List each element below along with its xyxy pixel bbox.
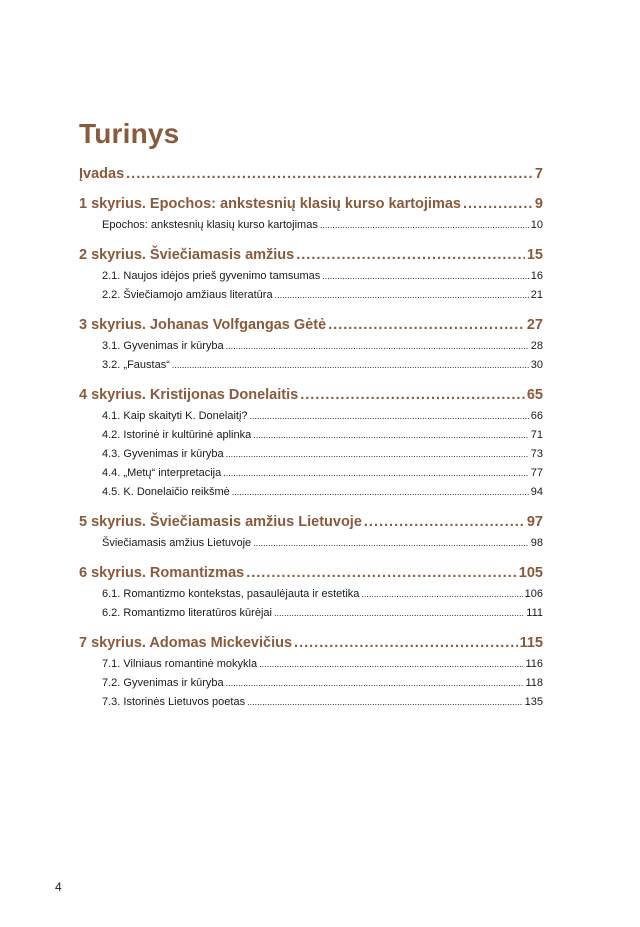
toc-section-label: 4.2. Istorinė ir kultūrinė aplinka [102, 429, 252, 441]
toc-chapter-entry[interactable] [79, 385, 543, 405]
toc-chapter-label: 3 skyrius. Johanas Volfgangas Gėtė [79, 317, 327, 333]
toc-leader-dots [172, 356, 529, 375]
toc-section-page: 30 [530, 359, 543, 371]
toc-section-label: 7.2. Gyvenimas ir kūryba [102, 677, 224, 689]
toc-leader-dots [361, 585, 522, 604]
toc-section-label: 3.1. Gyvenimas ir kūryba [102, 340, 224, 352]
toc-section-label: 6.1. Romantizmo kontekstas, pasaulėjauta ir estetika [102, 588, 360, 600]
toc-chapter-page: 115 [519, 635, 543, 651]
toc-leader-dots [320, 216, 529, 235]
toc-section-entry[interactable] [79, 445, 543, 464]
toc-leader-dots [463, 194, 533, 214]
toc-chapter-page: 27 [526, 317, 543, 333]
toc-section-page: 28 [530, 340, 543, 352]
toc-chapter-entry[interactable] [79, 245, 543, 265]
toc-chapter-label: 5 skyrius. Šviečiamasis amžius Lietuvoje [79, 514, 362, 530]
toc-section-page: 21 [530, 289, 543, 301]
toc-section-page: 77 [530, 467, 543, 479]
toc-section-page: 98 [530, 537, 543, 549]
toc-section-entry[interactable] [79, 693, 543, 712]
toc-chapter-entry[interactable] [79, 563, 543, 583]
toc-chapter-entry[interactable] [79, 512, 543, 532]
toc-leader-dots [322, 267, 528, 286]
toc-leader-dots [253, 534, 529, 553]
toc-chapter [79, 315, 543, 375]
toc-section-label: 2.1. Naujos idėjos prieš gyvenimo tamsumas [102, 270, 321, 282]
toc-section-label: 4.1. Kaip skaityti K. Donelaitį? [102, 410, 248, 422]
toc-section-page: 111 [526, 607, 543, 619]
toc-section-page: 16 [530, 270, 543, 282]
toc-chapter-page: 9 [534, 196, 543, 212]
toc-section-entry[interactable] [79, 604, 543, 623]
toc-list [79, 164, 543, 712]
toc-section-entry[interactable] [79, 286, 543, 305]
toc-section-label: 7.3. Istorinės Lietuvos poetas [102, 696, 246, 708]
toc-section-page: 71 [530, 429, 543, 441]
toc-leader-dots [246, 563, 517, 583]
toc-section-label: 4.4. „Metų“ interpretacija [102, 467, 222, 479]
toc-chapter-page: 15 [526, 247, 543, 263]
page-number: 4 [55, 880, 62, 894]
toc-section-label: 3.2. „Faustas“ [102, 359, 170, 371]
toc-section-label: 4.5. K. Donelaičio reikšmė [102, 486, 230, 498]
toc-chapter-page: 105 [518, 565, 543, 581]
toc-section-page: 10 [530, 219, 543, 231]
toc-leader-dots [253, 426, 529, 445]
toc-section-entry[interactable] [79, 674, 543, 693]
toc-chapter-label: 7 skyrius. Adomas Mickevičius [79, 635, 293, 651]
toc-leader-dots [300, 385, 525, 405]
toc-section-entry[interactable] [79, 216, 543, 235]
toc-leader-dots [296, 245, 525, 265]
toc-leader-dots [275, 286, 529, 305]
toc-chapter [79, 633, 543, 712]
toc-section-entry[interactable] [79, 356, 543, 375]
toc-section-entry[interactable] [79, 534, 543, 553]
table-of-contents [79, 118, 543, 722]
toc-leader-dots [259, 655, 523, 674]
toc-section-entry[interactable] [79, 483, 543, 502]
toc-chapter-entry[interactable] [79, 633, 543, 653]
toc-section-page: 116 [525, 658, 543, 670]
toc-chapter [79, 385, 543, 502]
toc-leader-dots [226, 674, 524, 693]
toc-section-label: 7.1. Vilniaus romantinė mokykla [102, 658, 258, 670]
toc-section-label: Epochos: ankstesnių klasių kurso kartojimas [102, 219, 318, 231]
toc-chapter-label: 1 skyrius. Epochos: ankstesnių klasių kurso kartojimas [79, 196, 461, 212]
toc-section-page: 106 [524, 588, 543, 600]
toc-chapter-label: 2 skyrius. Šviečiamasis amžius [79, 247, 295, 263]
toc-chapter-page: 97 [526, 514, 543, 530]
toc-section-page: 94 [530, 486, 543, 498]
toc-leader-dots [364, 512, 525, 532]
toc-chapter [79, 563, 543, 623]
toc-section-label: 6.2. Romantizmo literatūros kūrėjai [102, 607, 272, 619]
toc-section-entry[interactable] [79, 585, 543, 604]
toc-leader-dots [126, 164, 533, 184]
toc-section-page: 73 [530, 448, 543, 460]
toc-section-entry[interactable] [79, 426, 543, 445]
toc-leader-dots [247, 693, 523, 712]
toc-chapter [79, 194, 543, 235]
toc-section-entry[interactable] [79, 337, 543, 356]
toc-section-label: Šviečiamasis amžius Lietuvoje [102, 537, 252, 549]
toc-leader-dots [226, 445, 529, 464]
toc-section-page: 135 [524, 696, 543, 708]
toc-chapter [79, 245, 543, 305]
toc-leader-dots [226, 337, 529, 356]
toc-chapter-label: 6 skyrius. Romantizmas [79, 565, 245, 581]
toc-leader-dots [232, 483, 529, 502]
page-title: Turinys [79, 118, 180, 149]
toc-chapter-label: 4 skyrius. Kristijonas Donelaitis [79, 387, 299, 403]
toc-chapter-page: 7 [534, 166, 543, 182]
toc-leader-dots [274, 604, 524, 623]
toc-section-entry[interactable] [79, 464, 543, 483]
toc-chapter [79, 512, 543, 553]
toc-section-label: 2.2. Šviečiamojo amžiaus literatūra [102, 289, 273, 301]
toc-section-page: 66 [530, 410, 543, 422]
toc-section-entry[interactable] [79, 655, 543, 674]
toc-leader-dots [328, 315, 525, 335]
toc-chapter-page: 65 [526, 387, 543, 403]
toc-chapter-label: Įvadas [79, 166, 125, 182]
toc-leader-dots [223, 464, 529, 483]
toc-chapter-entry[interactable] [79, 164, 543, 184]
toc-section-page: 118 [525, 677, 543, 689]
toc-chapter-entry[interactable] [79, 315, 543, 335]
toc-leader-dots [294, 633, 518, 653]
toc-chapter-entry[interactable] [79, 194, 543, 214]
toc-section-entry[interactable] [79, 267, 543, 286]
toc-chapter [79, 164, 543, 184]
toc-leader-dots [250, 407, 529, 426]
toc-section-label: 4.3. Gyvenimas ir kūryba [102, 448, 224, 460]
toc-section-entry[interactable] [79, 407, 543, 426]
